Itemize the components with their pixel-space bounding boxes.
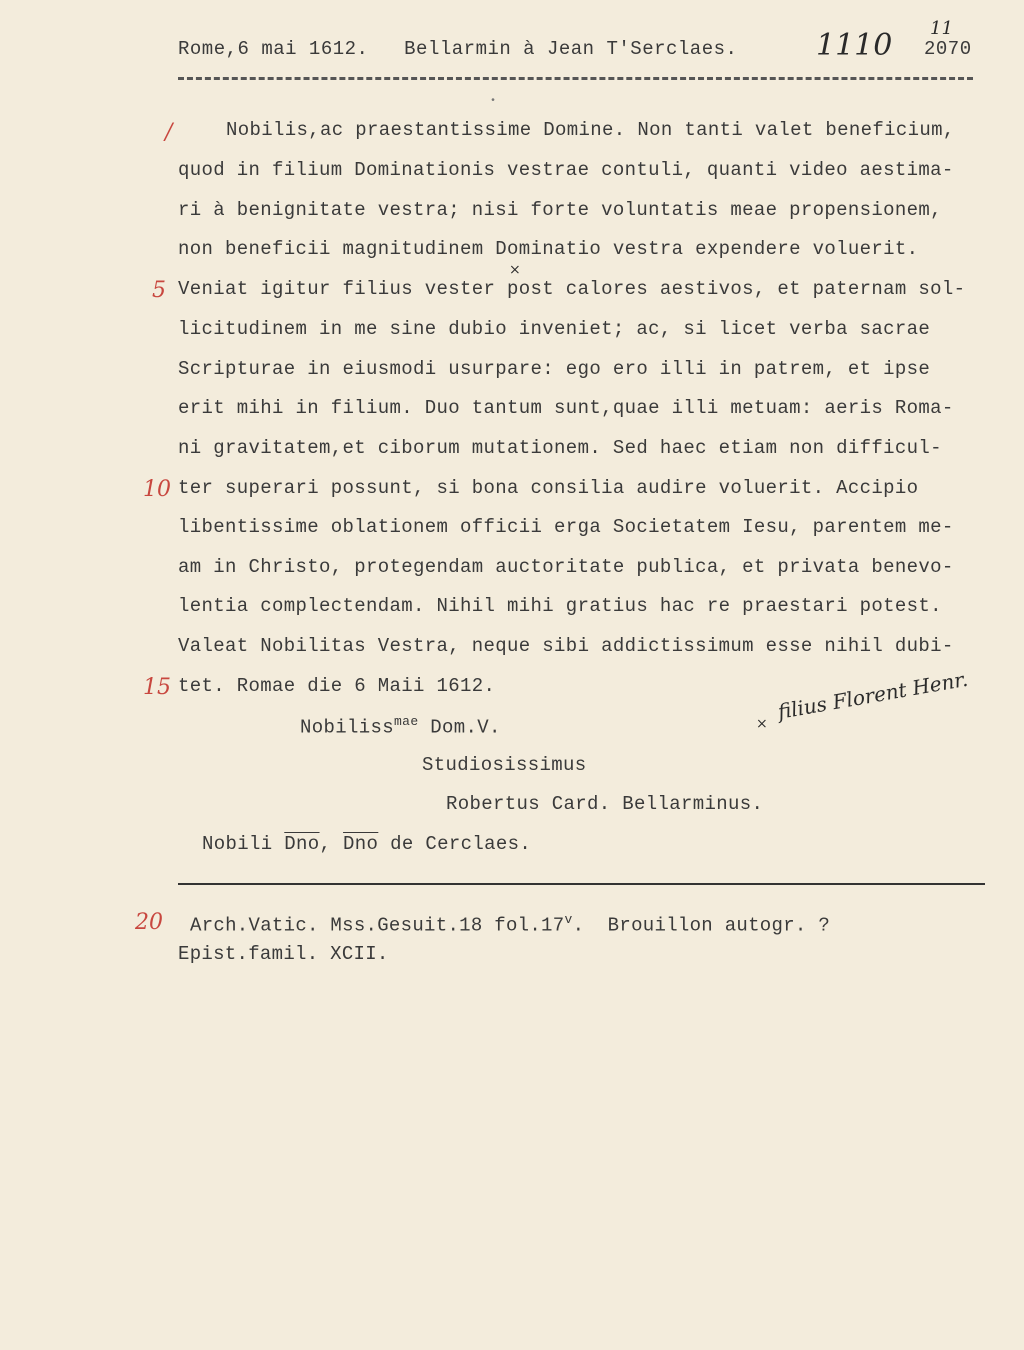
- address-mid: ,: [319, 833, 344, 855]
- annotation-mark: ×: [756, 716, 768, 732]
- handwritten-small-number: 11: [930, 18, 953, 39]
- footer-brouillon: . Brouillon autogr. ?: [572, 914, 831, 937]
- dashed-divider: [178, 77, 973, 80]
- body-line-11: libentissime oblationem officii erga Societatem Iesu, parentem me-: [178, 516, 954, 538]
- body-line-10: ter superari possunt, si bona consilia audire voluerit. Accipio: [178, 477, 919, 499]
- insertion-mark: ×: [509, 262, 521, 278]
- address-end: de Cerclaes.: [378, 833, 532, 855]
- header-title: Bellarmin à Jean T'Serclaes.: [404, 38, 738, 60]
- body-line-4: non beneficii magnitudinem Dominatio vestra expendere voluerit.: [178, 238, 919, 260]
- body-line-15: tet. Romae die 6 Maii 1612.: [178, 675, 496, 697]
- studiosissimus: Studiosissimus: [422, 754, 587, 776]
- footer-line-2: Epist.famil. XCII.: [178, 943, 389, 965]
- line-number-15: 15: [143, 675, 171, 700]
- typed-number: 2070: [924, 38, 972, 60]
- signature: Robertus Card. Bellarminus.: [446, 793, 764, 815]
- body-line-3: ri à benignitate vestra; nisi forte voluntatis meae propensionem,: [178, 199, 942, 221]
- header-place: Rome: [178, 38, 226, 60]
- footer-archive: Arch.Vatic. Mss.Gesuit.18 fol.17: [190, 914, 565, 937]
- header-date: ,6 mai 1612.: [225, 38, 369, 60]
- salutation-end: Dom.V.: [418, 716, 501, 739]
- line-number-20: 20: [135, 910, 163, 935]
- handwritten-annotation: filius Florent Henr.: [775, 666, 970, 724]
- address-dno-2: $\overline{Dno}$: [343, 833, 379, 855]
- address-dno-1: $\overline{Dno}$: [284, 833, 320, 855]
- line-number-5: 5: [152, 278, 166, 303]
- body-line-2: quod in filium Dominationis vestrae contuli, quanti video aestima-: [178, 159, 954, 181]
- line-number-10: 10: [143, 477, 171, 502]
- address-prefix: Nobili: [202, 833, 285, 855]
- body-line-8: erit mihi in filium. Duo tantum sunt,quae illi metuam: aeris Roma-: [178, 397, 954, 419]
- body-line-14: Valeat Nobilitas Vestra, neque sibi addictissimum esse nihil dubi-: [178, 635, 954, 657]
- footer-verso: v: [564, 912, 573, 927]
- salutation-main: Nobiliss: [300, 716, 395, 739]
- line-number-1: /: [165, 120, 173, 145]
- header-line: [178, 38, 737, 60]
- footer-divider: [178, 883, 985, 885]
- address-line: [202, 833, 531, 855]
- footer-line-1: [190, 912, 830, 936]
- paper-speck: •: [490, 96, 497, 107]
- body-line-1: Nobilis,ac praestantissime Domine. Non tanti valet beneficium,: [226, 119, 955, 141]
- body-line-6: licitudinem in me sine dubio inveniet; ac, si licet verba sacrae: [178, 318, 931, 340]
- salutation-superscript: mae: [394, 714, 419, 729]
- body-line-13: lentia complectendam. Nihil mihi gratius hac re praestari potest.: [178, 595, 942, 617]
- handwritten-number: 1110: [816, 28, 893, 63]
- salutation: [300, 714, 501, 738]
- body-line-12: am in Christo, protegendam auctoritate publica, et privata benevo-: [178, 556, 954, 578]
- body-line-7: Scripturae in eiusmodi usurpare: ego ero illi in patrem, et ipse: [178, 358, 931, 380]
- body-line-5: Veniat igitur filius vester post calores aestivos, et paternam sol-: [178, 278, 966, 300]
- body-line-9: ni gravitatem,et ciborum mutationem. Sed haec etiam non difficul-: [178, 437, 942, 459]
